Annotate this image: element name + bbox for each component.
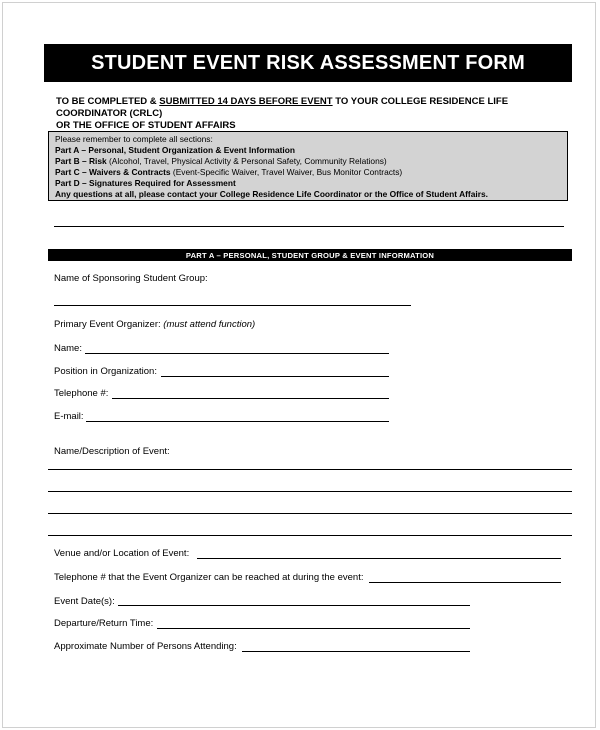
sections-notice-box [48,131,568,201]
venue-field[interactable] [197,558,561,559]
departure-label: Departure/Return Time: [54,618,154,629]
instructions-part3: TO YOUR COLLEGE RESIDENCE LIFE COORDINATOR (CRLC) [56,96,509,119]
notice-item-part-d [55,178,561,189]
telephone-field[interactable] [112,398,389,399]
event-dates-label: Event Date(s): [54,596,115,607]
position-field[interactable] [161,376,389,377]
description-line-2[interactable] [48,491,572,492]
notice-item-part-c [55,167,561,178]
notice-item-head: Part A – Personal, Student Organization & Event Information [55,145,295,155]
instructions-line2: OR THE OFFICE OF STUDENT AFFAIRS [56,120,236,131]
form-title: STUDENT EVENT RISK ASSESSMENT FORM [44,44,572,82]
notice-item-rest: (Event-Specific Waiver, Travel Waiver, Bus Monitor Contracts) [170,167,403,177]
notice-intro: Please remember to complete all sections: [55,134,213,144]
instructions-deadline: SUBMITTED 14 DAYS BEFORE EVENT [159,96,333,107]
sponsoring-group-label: Name of Sponsoring Student Group: [54,273,208,284]
notice-item-part-b [55,156,561,167]
notice-item-part-a [55,145,561,156]
organizer-phone-label: Telephone # that the Event Organizer can be reached at during the event: [54,572,364,583]
description-label: Name/Description of Event: [54,446,170,457]
email-label: E-mail: [54,411,84,422]
notice-item-rest: (Alcohol, Travel, Physical Activity & Personal Safety, Community Relations) [106,156,387,166]
notice-item-head: Part B – Risk [55,156,107,166]
divider-line [54,226,564,227]
name-field[interactable] [85,353,389,354]
description-line-3[interactable] [48,513,572,514]
submission-instructions [56,96,576,132]
notice-item-head: Part C – Waivers & Contracts [55,167,171,177]
description-line-4[interactable] [48,535,572,536]
notice-item-head: Part D – Signatures Required for Assessment [55,178,236,188]
departure-field[interactable] [157,628,470,629]
notice-footer [55,189,561,200]
primary-organizer-note: (must attend function) [163,319,256,330]
primary-organizer-text: Primary Event Organizer: [54,319,161,330]
telephone-label: Telephone #: [54,388,109,399]
organizer-phone-field[interactable] [369,582,561,583]
primary-organizer-label [54,319,255,330]
venue-label: Venue and/or Location of Event: [54,548,190,559]
sponsoring-group-field[interactable] [54,305,411,306]
instructions-part1: TO BE COMPLETED & [56,96,160,107]
position-label: Position in Organization: [54,366,157,377]
email-field[interactable] [86,421,389,422]
persons-label: Approximate Number of Persons Attending: [54,641,237,652]
name-label: Name: [54,343,82,354]
persons-field[interactable] [242,651,470,652]
notice-footer-text: Any questions at all, please contact your College Residence Life Coordinator or the Office of Student Affairs. [55,189,488,199]
event-dates-field[interactable] [118,605,470,606]
part-a-header: PART A – PERSONAL, STUDENT GROUP & EVENT INFORMATION [48,249,572,261]
description-line-1[interactable] [48,469,572,470]
